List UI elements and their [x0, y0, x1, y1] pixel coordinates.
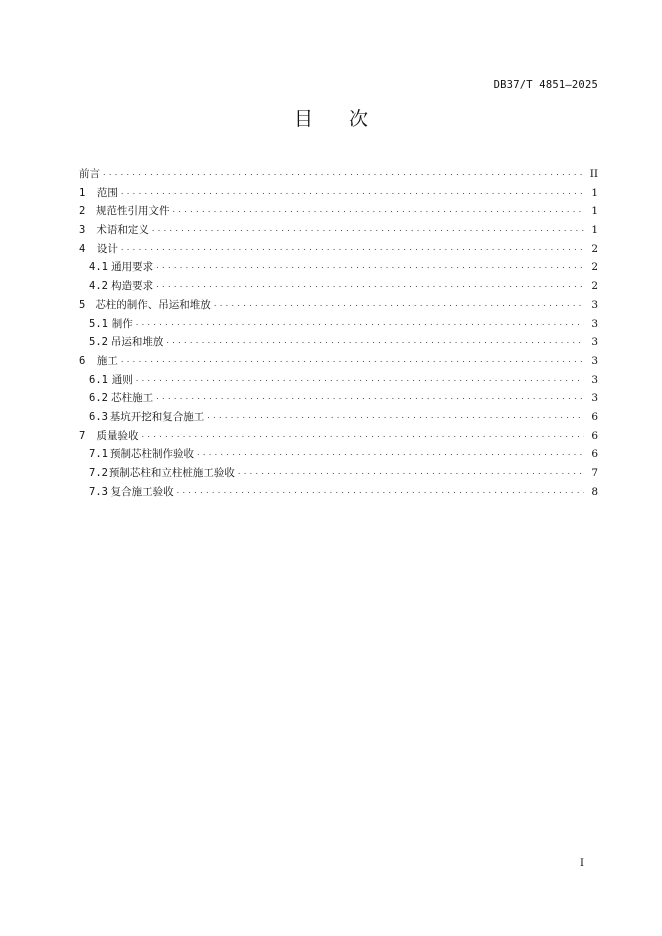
toc-entry-label: 术语和定义: [96, 224, 149, 237]
toc-entry-page: 6: [591, 429, 598, 442]
toc-entry-page: 7: [591, 467, 598, 479]
toc-entry-number: 7.3: [89, 485, 108, 498]
toc-dot-leader: [103, 166, 584, 178]
toc-entry[interactable]: [79, 372, 598, 391]
toc-entry-number: 1: [79, 186, 86, 199]
toc-dot-leader: [121, 185, 584, 197]
toc-entry[interactable]: [79, 446, 598, 465]
toc-entry-label: 预制芯柱制作验收: [110, 448, 194, 461]
toc-entry-page: 2: [591, 242, 598, 255]
toc-entry[interactable]: [79, 278, 598, 297]
toc-entry[interactable]: [79, 241, 598, 260]
toc-dot-leader: [177, 484, 584, 496]
toc-entry[interactable]: [79, 316, 598, 335]
toc-entry-page: 2: [591, 261, 598, 274]
toc-entry-page: 6: [591, 448, 598, 461]
toc-entry-number: 5.1: [89, 317, 108, 330]
toc-entry-page: 1: [591, 205, 598, 218]
toc-entry-number: 6.2: [89, 392, 108, 405]
toc-entry[interactable]: [79, 390, 598, 409]
toc-entry[interactable]: [79, 353, 598, 372]
toc-entry-page: 3: [591, 373, 598, 386]
title-char-1: 目: [293, 108, 313, 130]
toc-entry[interactable]: [79, 465, 598, 484]
toc-entry-number: 7.1: [89, 448, 108, 461]
toc-dot-leader: [142, 428, 584, 440]
toc-dot-leader: [156, 259, 584, 271]
toc-entry[interactable]: [79, 259, 598, 278]
toc-entry-number: 5.2: [89, 336, 108, 349]
toc-entry-label: 制作: [111, 317, 133, 330]
toc-entry-number: 4: [79, 242, 86, 255]
toc-entry-label: 预制芯柱和立柱桩施工验收: [108, 467, 235, 479]
toc-entry[interactable]: [79, 484, 598, 503]
toc-dot-leader: [166, 334, 584, 346]
toc-entry-label: 施工: [96, 354, 118, 367]
toc-entry[interactable]: [79, 334, 598, 353]
toc-entry-page: 3: [591, 336, 598, 349]
toc-dot-leader: [156, 390, 584, 402]
page-title: [0, 104, 662, 131]
toc-entry-label: 构造要求: [111, 280, 154, 293]
toc-dot-leader: [136, 316, 584, 328]
toc-entry-page: 8: [591, 485, 598, 498]
title-char-2: 次: [349, 108, 369, 130]
toc-entry-number: 7: [79, 429, 86, 442]
toc-entry-number: 3: [79, 224, 86, 237]
toc-entry-label: 质量验收: [96, 429, 139, 442]
toc-entry[interactable]: [79, 203, 598, 222]
toc-entry-label: 芯柱的制作、吊运和堆放: [95, 298, 211, 311]
toc-entry-label: 基坑开挖和复合施工: [109, 410, 205, 423]
toc-entry-label: 规范性引用文件: [96, 205, 170, 218]
toc-entry-number: 4.1: [89, 261, 108, 274]
toc-entry-page: 2: [591, 280, 598, 293]
toc-entry-number: 6: [79, 354, 86, 367]
toc-entry-page: II: [589, 168, 598, 180]
toc-entry-label: 吊运和堆放: [110, 336, 164, 349]
document-code: DB37/T 4851—2025: [493, 79, 598, 91]
toc-entry-number: 5: [79, 298, 86, 311]
toc-entry-page: 3: [591, 392, 598, 405]
toc-entry-page: 1: [591, 186, 598, 199]
toc-entry-number: 4.2: [89, 280, 108, 293]
toc-dot-leader: [121, 353, 584, 365]
toc-entry-number: 6.3: [89, 410, 108, 423]
toc-entry-page: 3: [591, 354, 598, 367]
toc-dot-leader: [136, 372, 584, 384]
toc-entry[interactable]: [79, 428, 598, 447]
toc-dot-leader: [173, 203, 584, 215]
toc-entry-label: 芯柱施工: [111, 392, 154, 405]
toc-entry[interactable]: [79, 222, 598, 241]
toc-entry-label: 通则: [111, 373, 133, 386]
toc-entry-page: 3: [591, 298, 598, 311]
toc-entry-number: 7.2: [89, 467, 108, 479]
toc-entry-label: 范围: [96, 186, 118, 199]
toc-dot-leader: [156, 278, 584, 290]
toc-entry-label: 设计: [96, 242, 118, 255]
page-number: I: [580, 858, 584, 869]
toc-entry-label: 前言: [79, 168, 100, 180]
toc-entry[interactable]: [79, 297, 598, 316]
toc-dot-leader: [121, 241, 584, 253]
toc-dot-leader: [197, 446, 584, 458]
toc-dot-leader: [238, 465, 584, 477]
toc-dot-leader: [214, 297, 584, 309]
toc-entry-page: 3: [591, 317, 598, 330]
table-of-contents: [79, 166, 598, 502]
toc-entry-number: 6.1: [89, 373, 108, 386]
toc-entry[interactable]: [79, 185, 598, 204]
toc-entry-label: 通用要求: [111, 261, 154, 274]
toc-entry-page: 6: [591, 410, 598, 423]
toc-entry-number: 2: [79, 205, 86, 218]
toc-entry[interactable]: [79, 166, 598, 185]
toc-entry-label: 复合施工验收: [110, 485, 174, 498]
toc-entry[interactable]: [79, 409, 598, 428]
toc-entry-page: 1: [591, 224, 598, 237]
toc-dot-leader: [152, 222, 584, 234]
toc-dot-leader: [207, 409, 584, 421]
